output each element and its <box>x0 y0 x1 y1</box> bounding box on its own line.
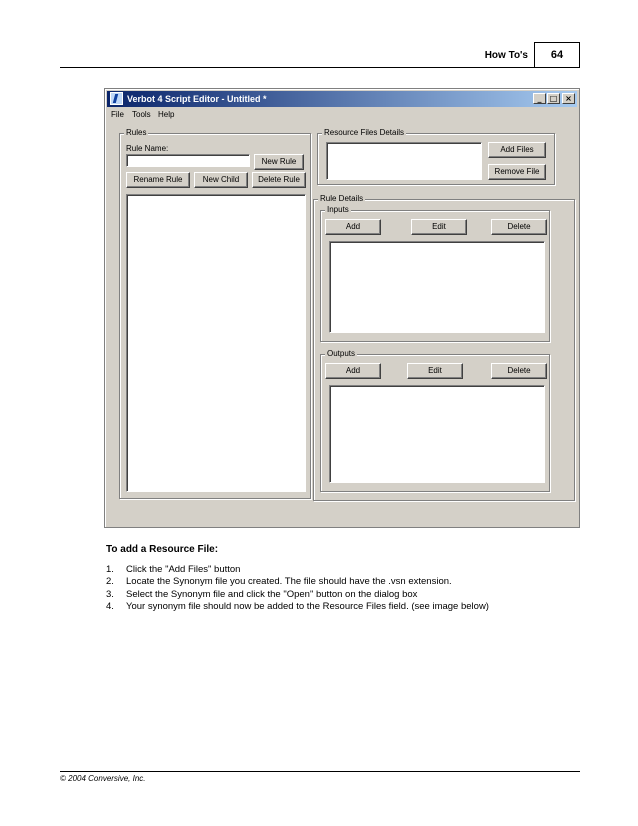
delete-rule-button[interactable]: Delete Rule <box>252 172 306 188</box>
step-text: Select the Synonym file and click the "Open" button on the dialog box <box>126 588 418 600</box>
header-section-title: How To's <box>484 50 528 61</box>
resource-files-legend: Resource Files Details <box>324 128 405 137</box>
outputs-group <box>320 349 550 492</box>
inputs-legend: Inputs <box>327 205 349 214</box>
new-rule-button[interactable]: New Rule <box>254 154 304 170</box>
footer-rule <box>60 771 580 772</box>
inputs-group <box>320 205 550 342</box>
inputs-list[interactable] <box>329 241 545 333</box>
page-number: 64 <box>534 42 580 68</box>
rules-legend: Rules <box>126 128 147 137</box>
rules-tree[interactable] <box>126 194 306 492</box>
add-files-button[interactable]: Add Files <box>488 142 546 158</box>
header-rule <box>60 67 580 68</box>
footer-copyright: © 2004 Conversive, Inc. <box>60 774 146 783</box>
maximize-button[interactable]: □ <box>547 93 560 104</box>
menu-bar <box>107 108 577 121</box>
inputs-edit-button[interactable]: Edit <box>411 219 467 235</box>
inputs-add-button[interactable]: Add <box>325 219 381 235</box>
script-editor-window <box>104 88 580 528</box>
new-child-button[interactable]: New Child <box>194 172 248 188</box>
step-number: 2. <box>106 576 114 588</box>
outputs-edit-button[interactable]: Edit <box>407 363 463 379</box>
step-text: Click the "Add Files" button <box>126 564 241 575</box>
remove-file-button[interactable]: Remove File <box>488 164 546 180</box>
title-bar[interactable] <box>107 91 577 107</box>
instructions-heading: To add a Resource File: <box>106 544 219 555</box>
outputs-add-button[interactable]: Add <box>325 363 381 379</box>
outputs-list[interactable] <box>329 385 545 483</box>
window-title: Verbot 4 Script Editor - Untitled * <box>127 94 267 104</box>
step-text: Locate the Synonym file you created. The file should have the .vsn extension. <box>126 576 452 588</box>
step-text: Your synonym file should now be added to the Resource Files field. (see image below) <box>126 600 489 612</box>
verbot-app-icon <box>110 92 123 105</box>
rules-group <box>119 128 311 499</box>
minimize-button[interactable]: _ <box>533 93 546 104</box>
outputs-legend: Outputs <box>327 349 356 358</box>
menu-tools[interactable]: Tools <box>132 110 151 119</box>
rename-rule-button[interactable]: Rename Rule <box>126 172 190 188</box>
close-button[interactable]: × <box>562 93 575 104</box>
menu-file[interactable]: File <box>111 110 124 119</box>
resource-files-group <box>317 128 555 185</box>
inputs-delete-button[interactable]: Delete <box>491 219 547 235</box>
rule-details-group <box>313 194 575 501</box>
step-number: 1. <box>106 564 114 575</box>
step-number: 4. <box>106 600 114 612</box>
resource-files-list[interactable] <box>326 142 482 180</box>
rule-name-label: Rule Name: <box>126 144 169 153</box>
rule-name-input[interactable] <box>126 154 250 167</box>
outputs-delete-button[interactable]: Delete <box>491 363 547 379</box>
step-number: 3. <box>106 588 114 600</box>
rule-details-legend: Rule Details <box>320 194 364 203</box>
menu-help[interactable]: Help <box>158 110 175 119</box>
